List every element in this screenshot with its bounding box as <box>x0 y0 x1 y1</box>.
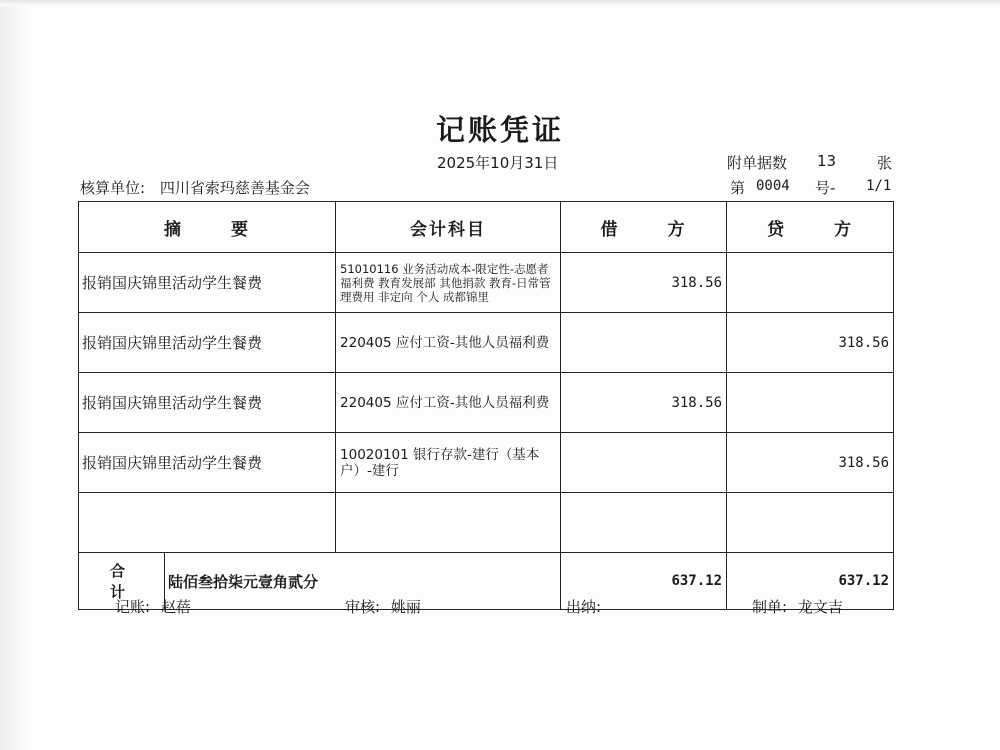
bookkeeper-label: 记账: <box>115 598 151 616</box>
header-debit: 借 方 <box>561 202 727 253</box>
row-credit <box>727 493 894 553</box>
attachments-label: 附单据数 <box>727 154 788 172</box>
attachments-unit: 张 <box>877 154 893 172</box>
table-row-empty <box>79 493 894 553</box>
table-row <box>79 433 894 493</box>
row-debit <box>561 313 727 373</box>
table-row <box>79 373 894 433</box>
voucher-number-suffix: 号- <box>815 179 836 197</box>
footer-preparer <box>752 596 843 617</box>
attachments-count: 13 <box>817 152 837 170</box>
row-summary <box>79 493 336 553</box>
row-credit: 318.56 <box>727 433 894 493</box>
footer-bookkeeper <box>115 596 191 617</box>
voucher-title: 记账凭证 <box>435 113 564 147</box>
voucher-number-prefix: 第 <box>730 179 746 197</box>
row-account: 220405 应付工资-其他人员福利费 <box>336 313 561 373</box>
reviewer-label: 审核: <box>345 598 381 616</box>
row-summary: 报销国庆锦里活动学生餐费 <box>79 313 336 373</box>
total-credit: 637.12 <box>727 553 894 610</box>
voucher-number-value: 0004 <box>756 178 790 194</box>
bookkeeper-name: 赵蓓 <box>160 598 191 616</box>
reviewer-name: 姚丽 <box>390 598 421 616</box>
row-debit <box>561 493 727 553</box>
total-debit: 637.12 <box>561 553 727 610</box>
preparer-name: 龙文吉 <box>797 598 843 616</box>
preparer-label: 制单: <box>752 598 788 616</box>
header-summary: 摘 要 <box>79 202 336 253</box>
accounting-unit <box>80 177 310 198</box>
voucher-table <box>78 201 894 610</box>
row-debit <box>561 433 727 493</box>
scan-edge-top <box>0 0 1000 6</box>
row-summary: 报销国庆锦里活动学生餐费 <box>79 373 336 433</box>
footer-cashier <box>566 596 607 617</box>
row-account: 51010116 业务活动成本-限定性-志愿者福利费 教育发展部 其他捐款 教育-日常管理费用 非定向 个人 成都锦里 <box>336 253 561 313</box>
row-account <box>336 493 561 553</box>
row-account: 10020101 银行存款-建行（基本户）-建行 <box>336 433 561 493</box>
accounting-unit-value: 四川省索玛慈善基金会 <box>159 179 310 197</box>
cashier-label: 出纳: <box>566 598 602 616</box>
table-row <box>79 253 894 313</box>
row-debit: 318.56 <box>561 373 727 433</box>
row-summary: 报销国庆锦里活动学生餐费 <box>79 433 336 493</box>
row-credit: 318.56 <box>727 313 894 373</box>
attachments-info <box>727 152 892 173</box>
row-summary: 报销国庆锦里活动学生餐费 <box>79 253 336 313</box>
table-header-row <box>79 202 894 253</box>
voucher-page-count: 1/1 <box>866 178 892 194</box>
voucher-date: 2025年10月31日 <box>437 154 559 172</box>
voucher-number <box>730 177 895 198</box>
table-row <box>79 313 894 373</box>
total-amount-words: 陆佰叁拾柒元壹角贰分 <box>165 553 561 610</box>
row-credit <box>727 253 894 313</box>
header-account: 会计科目 <box>336 202 561 253</box>
header-credit: 贷 方 <box>727 202 894 253</box>
row-debit: 318.56 <box>561 253 727 313</box>
total-label: 合 计 <box>79 553 165 610</box>
footer-reviewer <box>345 596 421 617</box>
row-account: 220405 应付工资-其他人员福利费 <box>336 373 561 433</box>
accounting-unit-label: 核算单位: <box>80 179 146 197</box>
row-credit <box>727 373 894 433</box>
